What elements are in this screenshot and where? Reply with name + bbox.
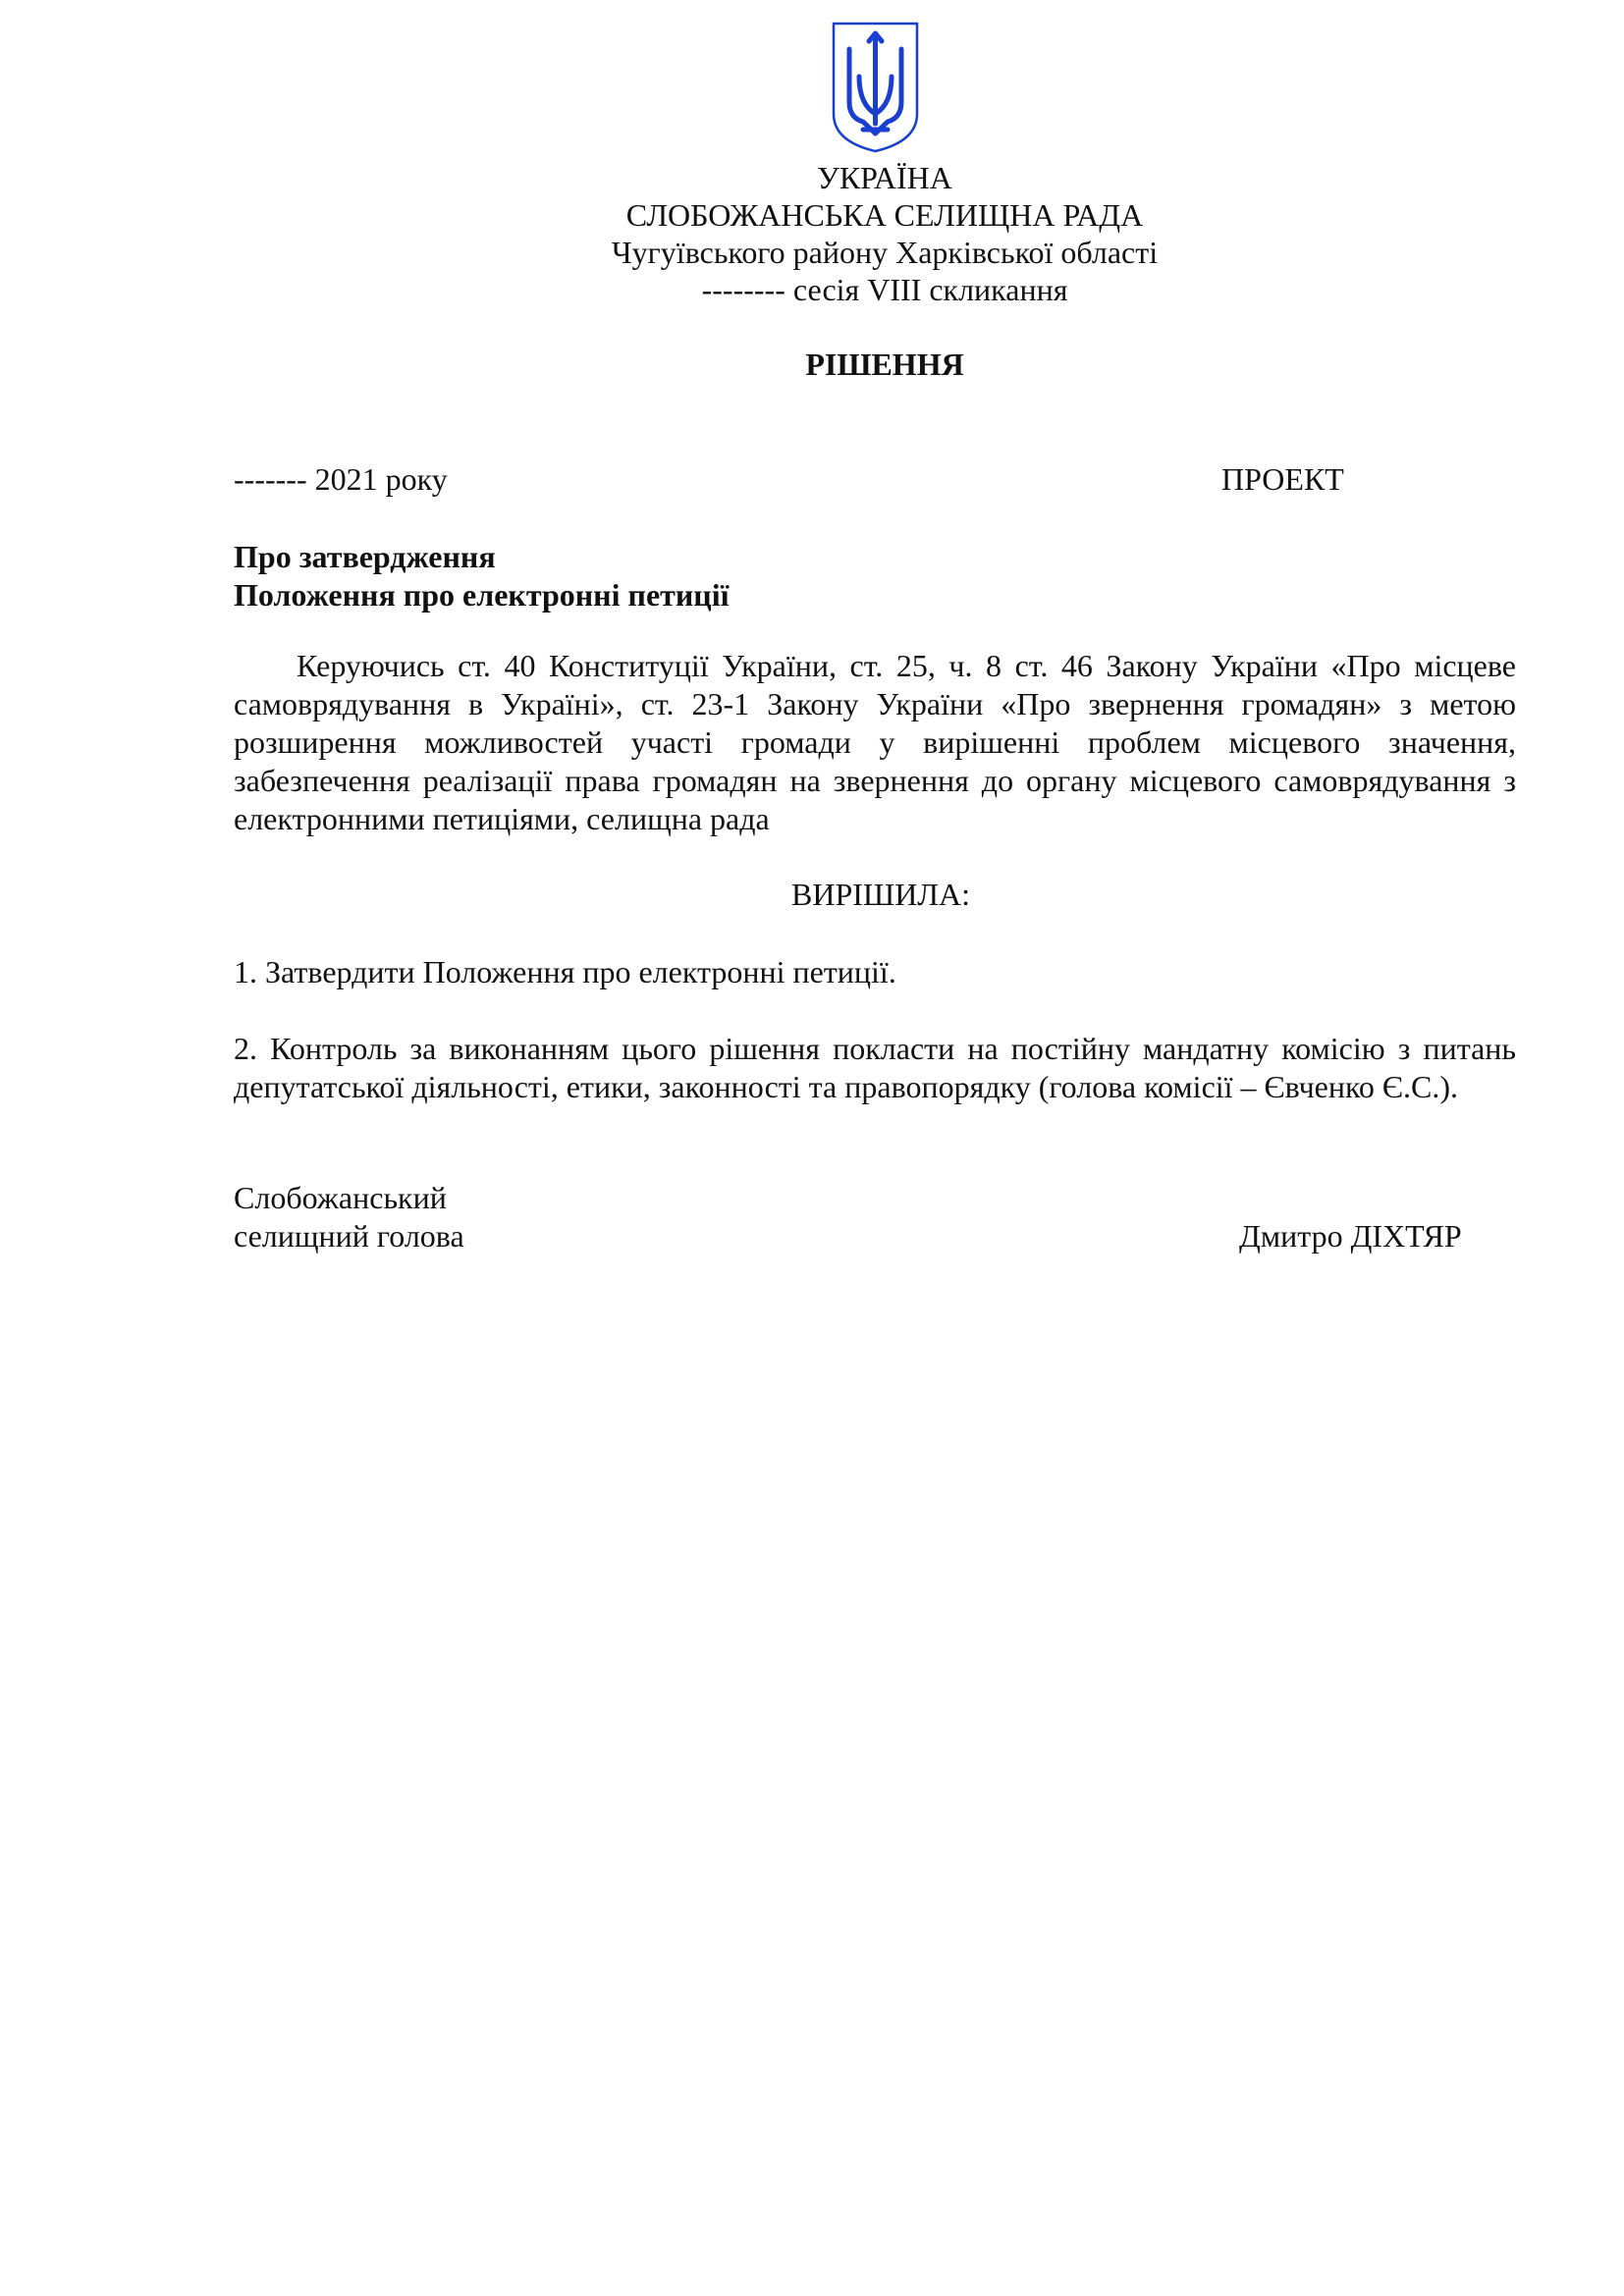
header-country: УКРАЇНА xyxy=(817,160,952,195)
subject-line-1: Про затвердження xyxy=(234,539,496,574)
document-status: ПРОЕКТ xyxy=(1221,461,1344,497)
coat-of-arms-emblem xyxy=(830,20,921,155)
signature-title-line-2: селищний голова xyxy=(234,1218,464,1254)
trident-icon xyxy=(830,20,921,155)
decision-item-2: 2. Контроль за виконанням цього рішення покласти на постійну мандатну комісію з питань депутатської діяльності, етики, законності та правопорядку (голова комісії – Євченко Є.С.). xyxy=(234,1031,1516,1104)
signature-title-line-1: Слобожанський xyxy=(234,1180,447,1215)
document-date: ------- 2021 року xyxy=(234,461,448,497)
subject-line-2: Положення про електронні петиції xyxy=(234,577,730,613)
header-council: СЛОБОЖАНСЬКА СЕЛИЩНА РАДА xyxy=(625,197,1144,233)
header-district: Чугуївського району Харківської області xyxy=(611,235,1159,270)
decision-item-1: 1. Затвердити Положення про електронні петиції. xyxy=(234,954,896,989)
document-title: РІШЕННЯ xyxy=(805,347,964,382)
resolved-heading: ВИРІШИЛА: xyxy=(791,877,970,912)
signature-name: Дмитро ДІХТЯР xyxy=(1239,1218,1462,1254)
preamble-paragraph: Керуючись ст. 40 Конституції України, ст. 25, ч. 8 ст. 46 Закону України «Про місцеве самоврядування в Україні», ст. 23-1 Закону України «Про звернення громадян» з метою розширення можливостей участі громади у вирішенні проблем місцевого значення, забезпечення реалізації права громадян на звернення до органу місцевого самоврядування з електронними петиціями, селищна рада xyxy=(234,648,1516,836)
header-session: -------- сесія VIII скликання xyxy=(701,272,1068,307)
